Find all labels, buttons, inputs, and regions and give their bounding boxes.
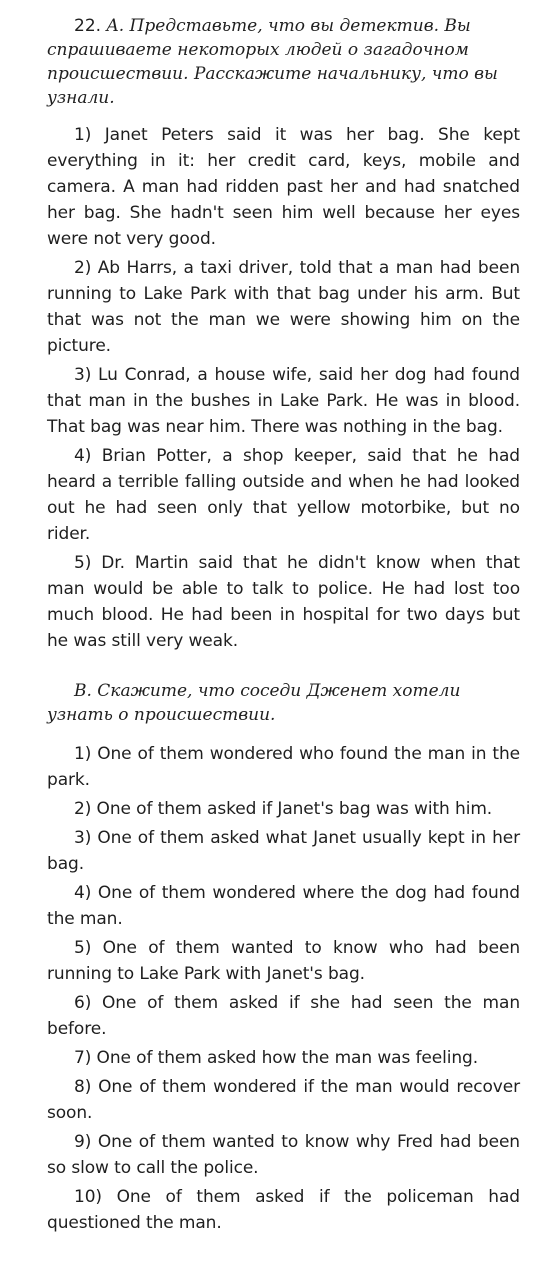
question-item: 5) One of them wanted to know who had been running to Lake Park with Janet's bag. (47, 938, 520, 984)
question-item: 8) One of them wondered if the man would recover soon. (47, 1077, 520, 1123)
exercise-number: 22. (74, 16, 102, 36)
statement-item: 3) Lu Conrad, a house wife, said her dog had found that man in the bushes in Lake Park. He was in blood. That bag was near him. There was nothing in the bag. (47, 365, 520, 437)
question-item: 1) One of them wondered who found the man in the park. (47, 744, 520, 790)
question-item: 4) One of them wondered where the dog had found the man. (47, 883, 520, 929)
task-a-letter: A. (106, 16, 125, 36)
statement-item: 4) Brian Potter, a shop keeper, said that he had heard a terrible falling outside and when he had looked out he had seen only that yellow motorbike, but no rider. (47, 446, 520, 544)
statement-item: 2) Ab Harrs, a taxi driver, told that a man had been running to Lake Park with that bag under his arm. But that was not the man we were showing him on the picture. (47, 258, 520, 356)
questions-list (47, 741, 520, 1236)
task-a-instruction: Представьте, что вы детектив. Вы спрашиваете некоторых людей о загадочном происшествии. Расскажите начальнику, что вы узнали. (47, 16, 498, 108)
question-item: 2) One of them asked if Janet's bag was with him. (74, 799, 493, 819)
task-a-heading (47, 14, 520, 110)
question-item: 9) One of them wanted to know why Fred had been so slow to call the police. (47, 1132, 520, 1178)
question-item: 3) One of them asked what Janet usually kept in her bag. (47, 828, 520, 874)
statement-item: 5) Dr. Martin said that he didn't know when that man would be able to talk to police. He had lost too much blood. He had been in hospital for two days but he was still very weak. (47, 553, 520, 651)
statement-item: 1) Janet Peters said it was her bag. She kept everything in it: her credit card, keys, mobile and camera. A man had ridden past her and had snatched her bag. She hadn't seen him well because her eyes were not very good. (47, 125, 520, 249)
question-item: 10) One of them asked if the policeman had questioned the man. (47, 1187, 520, 1233)
statements-list (47, 122, 520, 654)
question-item: 7) One of them asked how the man was feeling. (74, 1048, 479, 1068)
task-b-heading: B. Скажите, что соседи Дженет хотели узнать о происшествии. (47, 681, 461, 725)
question-item: 6) One of them asked if she had seen the man before. (47, 993, 520, 1039)
